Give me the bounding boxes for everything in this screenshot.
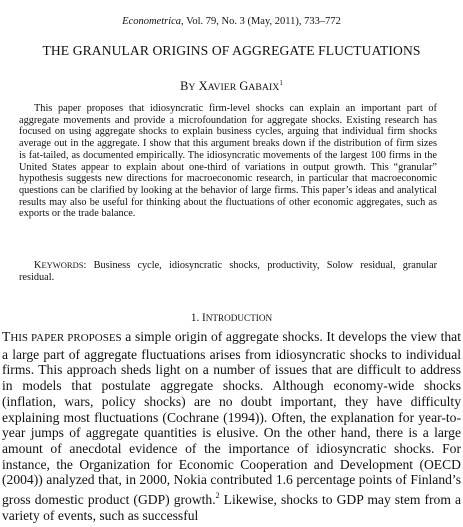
body-lead-initial: T [2, 329, 11, 344]
section-title-rest: NTRODUCTION [205, 313, 273, 323]
body-footnote-mark[interactable]: 2 [215, 491, 220, 501]
keywords-text: Business cycle, idiosyncratic shocks, productivity, Solow residual, granular residual. [19, 260, 437, 283]
author-first-initial: X [198, 79, 208, 93]
abstract: This paper proposes that idiosyncratic firm-level shocks can explain an important part of aggregate movements and provide a microfoundation for aggregate shocks. Existing research has focused on using aggregate shocks to explain business cycles, arguing that individual firm shocks average out in the aggregate. I show that this argument breaks down if the distribution of firm sizes is fat-tailed, as documented empirically. The idiosyncratic movements of the largest 100 firms in the United States appear to explain about one-third of variations in output growth. This “granular” hypothesis suggests new directions for macroeconomic research, in particular that macroeconomic questions can be clarified by looking at the behavior of large firms. This paper’s ideas and analytical results may also be useful for thinking about the fluctuations of other economic aggregates, such as exports or the trade balance. [19, 103, 437, 220]
keywords [19, 260, 437, 283]
section-number: 1. [190, 312, 203, 324]
author-byline [0, 79, 463, 94]
author-last-rest: ABAIX [248, 82, 280, 93]
journal-name: Econometrica [122, 16, 182, 27]
byline-by-rest: Y [188, 82, 196, 93]
keywords-label-initial: K [34, 260, 42, 271]
journal-citation: , Vol. 79, No. 3 (May, 2011), 733–772 [181, 16, 341, 27]
author-first-rest: AVIER [207, 82, 237, 93]
body-paragraph-part-2: Likewise, shocks to GDP may stem from a variety of events, such as successful [2, 492, 462, 523]
keywords-colon: : [83, 260, 87, 271]
journal-header [0, 16, 463, 27]
body-text [2, 329, 461, 523]
byline-by-initial: B [180, 79, 189, 93]
keywords-label-rest: EYWORDS [41, 260, 84, 270]
body-lead-smallcaps: HIS PAPER PROPOSES [10, 332, 122, 344]
paper-title: THE GRANULAR ORIGINS OF AGGREGATE FLUCTUATIONS [42, 43, 421, 58]
body-paragraph-part-1: a simple origin of aggregate shocks. It develops the view that a large part of aggregate fluctuations arises from idiosyncratic shocks to individual firms. This approach sheds light on a number of issues that are difficult to address in models that postulate aggregate shocks. Although economy-wide shocks (inflation, wars, policy shocks) are no doubt important, they have difficulty explaining most fluctuations (Cochrane (1994)). Often, the explanation for year-to-year jumps of aggregate quantities is elusive. On the other hand, there is a large amount of anecdotal evidence of the importance of idiosyncratic shocks. For instance, the Organization for Economic Cooperation and Development (OECD (2004)) analyzed that, in 2000, Nokia contributed 1.6 percentage points of Finland’s gross domestic product (GDP) growth. [2, 329, 461, 508]
section-heading [0, 312, 463, 324]
section-title-initial: I [202, 312, 206, 324]
author-footnote-mark[interactable]: 1 [279, 79, 283, 87]
author-last-initial: G [239, 79, 249, 93]
